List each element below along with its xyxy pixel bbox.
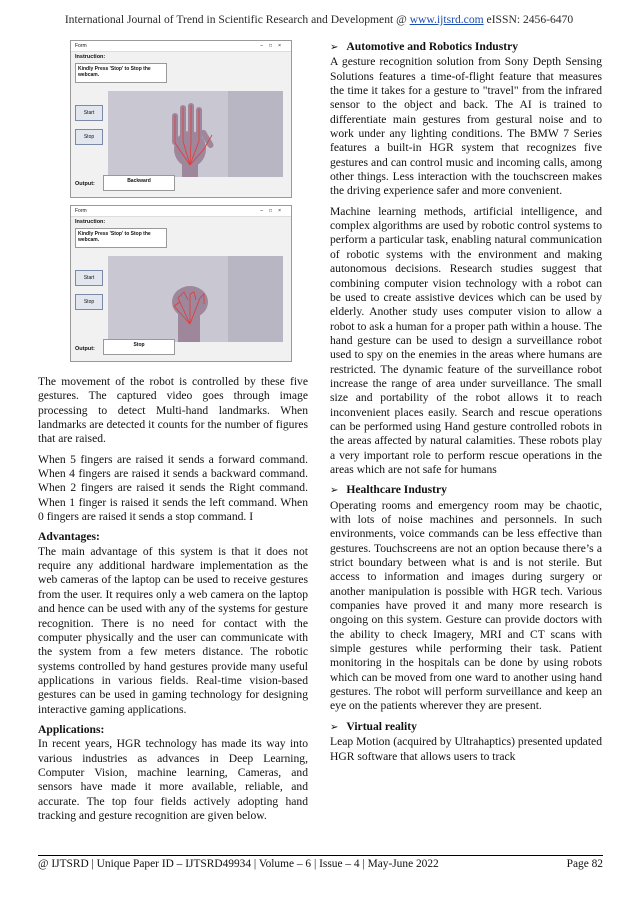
hand-five-fingers-icon [108, 91, 283, 177]
output-label: Output: [75, 346, 95, 352]
stop-button[interactable]: Stop [75, 294, 103, 310]
arrow-bullet-icon: ➢ [330, 485, 339, 497]
section-heading-advantages: Advantages: [38, 530, 100, 544]
paragraph: In recent years, HGR technology has made its way into various industries as advances in Deep Learning, Computer Vision, machine learning, Cameras, and sensors have made it more available, reliable, and accurate. The top four fields actively adopting hand tracking and gesture recognition are given below. [38, 737, 308, 822]
figure-stop-window [70, 205, 292, 362]
section-heading-healthcare: ➢ Healthcare Industry [330, 483, 447, 497]
window-titlebar: Form –□× [71, 41, 291, 52]
arrow-bullet-icon: ➢ [330, 42, 339, 53]
figure-backward-window [70, 40, 292, 198]
instruction-label: Instruction: [75, 54, 106, 60]
paragraph: When 5 fingers are raised it sends a forward command. When 4 fingers are raised it sends a backward command. When 2 fingers are raised it sends the Right command. When 1 finger is raised it sends the left command. When 0 fingers are raised it sends a stop command. I [38, 452, 308, 524]
hand-fist-icon [108, 256, 283, 342]
output-label: Output: [75, 181, 95, 187]
output-box: Stop [103, 339, 175, 355]
arrow-bullet-icon: ➢ [330, 721, 339, 733]
webcam-video [108, 91, 283, 177]
start-button[interactable]: Start [75, 270, 103, 286]
paragraph: Machine learning methods, artificial intelligence, and complex algorithms are used by robotic control systems to perform a particular task, enabling natural communication of robotic systems with the environment and making autonomous decisions. Research studies suggest that combining computer vision technology with a robot can be used to create assistive devices which can be used by elderly. Another study uses computer vision to allow a robot to ask a human for a proper path within a house. The hand gesture can be used to design a surveillance robot used to spy on the enemies in the areas where humans are restricted. The dynamic feature of the surveillance robot increase the range of area under surveillance. The small size and portability of the robot allows it to reach inconvenient places easily. Search and rescue operations can be performed using Hand gesture controlled robots in the areas affected by natural calamities. These robots play a very important role to perform rescue operations in the areas which are not safe for humans [330, 204, 602, 476]
output-box: Backward [103, 175, 175, 191]
stop-button[interactable]: Stop [75, 129, 103, 145]
instruction-box: Kindly Press 'Stop' to Stop the webcam. [75, 228, 167, 248]
paragraph: Leap Motion (acquired by Ultrahaptics) presented updated HGR software that allows users to track [330, 735, 602, 763]
section-heading-virtual-reality: ➢ Virtual reality [330, 719, 417, 733]
paragraph: The movement of the robot is controlled by these five gestures. The captured video goes through image processing to detect Multi-hand landmarks. When landmarks are detected it counts for the number of figures that are raised. [38, 375, 308, 446]
right-column [330, 40, 602, 764]
window-titlebar: Form –□× [71, 206, 291, 217]
page-number: Page 82 [566, 858, 603, 870]
webcam-video [108, 256, 283, 342]
window-controls-icon: –□× [260, 43, 287, 49]
running-header: International Journal of Trend in Scientific Research and Development @ www.ijtsrd.com eISSN: 2456-6470 [64, 13, 574, 26]
journal-link[interactable]: www.ijtsrd.com [409, 13, 484, 26]
paragraph: A gesture recognition solution from Sony Depth Sensing Solutions features a time-of-flight feature that measures the time it takes for a gesture to "travel" from the infrared sensor to the object and back. The AI is trained to differentiate main gestures from gestural noise and to work under any lighting conditions. The BMW 7 Series features a built-in HGR system that recognizes five gestures and can control music and incoming calls, among other things. Less interaction with the touchscreen makes the driving experience safer and more convenient. [330, 55, 602, 198]
section-heading-automotive: ➢ Automotive and Robotics Industry [330, 40, 519, 53]
paragraph: Operating rooms and emergency room may be chaotic, with lots of noise machines and personnels. In such environments, voice commands can be less effective than gestures. Touchscreens are not an option because there’s a strict boundary between what is and is not sterile. But access to information and images during surgery or another manipulation is possible with HGR tech. Various companies have proved it and many more research is ongoing on this system. Gesture can provide doctors with the ability to check Imagery, MRI and CT scans with simple gestures while performing their task. Patient monitoring in the hospitals can be done by using robots which can be moved from one ward to another using hand gestures. The robot will perform surveillance and keep an eye on the patients wherever they are present. [330, 498, 602, 713]
running-footer: @ IJTSRD | Unique Paper ID – IJTSRD49934 | Volume – 6 | Issue – 4 | May-June 2022 Page 82 [38, 858, 603, 870]
instruction-box: Kindly Press 'Stop' to Stop the webcam. [75, 63, 167, 83]
window-controls-icon: –□× [260, 208, 287, 214]
instruction-label: Instruction: [75, 219, 106, 225]
footer-divider [38, 855, 603, 856]
section-heading-applications: Applications: [38, 722, 105, 736]
paragraph: The main advantage of this system is that it does not require any additional hardware implementation as the web cameras of the laptop can be used to receive gestures from the user. It requires only a web camera on the laptop and hence can be used with any of the systems for gesture recognition. There is no need for contact with the computer physically and the user can communicate with the system from a few meters distance. The robotic systems controlled by hand gestures provide many useful applications in various fields. Real-time vision-based gestures can be used in gaming technology for designing interactive gaming applications. [38, 544, 308, 716]
start-button[interactable]: Start [75, 105, 103, 121]
left-column [38, 375, 308, 823]
